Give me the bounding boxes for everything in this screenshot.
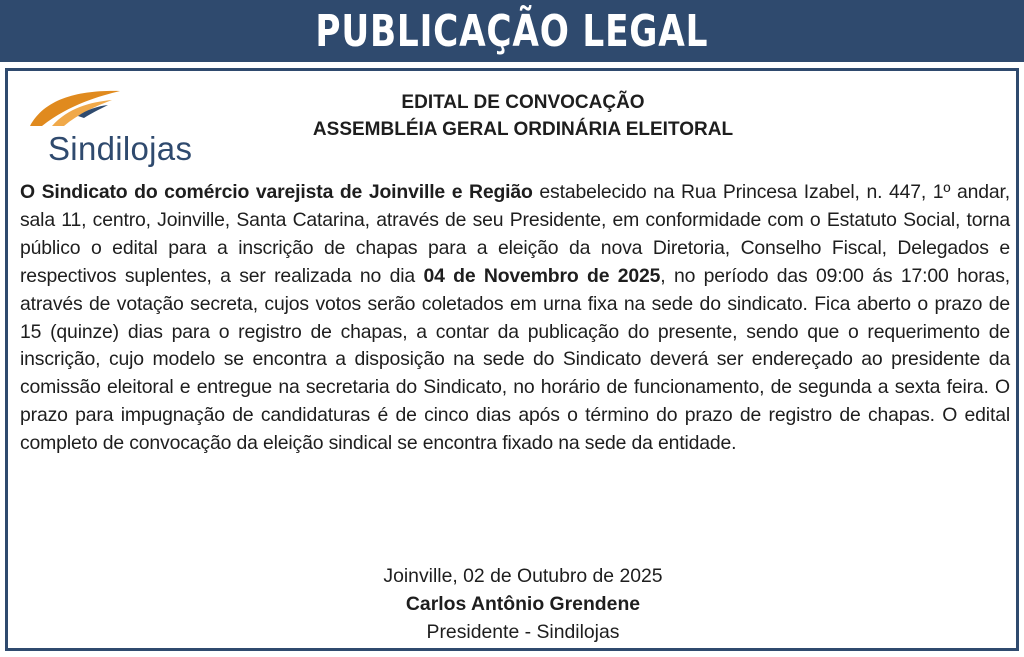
notice-headings	[208, 89, 838, 143]
signer-role: Presidente - Sindilojas	[426, 621, 620, 643]
signer-name: Carlos Antônio Grendene	[405, 593, 641, 615]
header-banner	[0, 0, 1024, 62]
body-part-1: estabelecido na Rua Princesa Izabel, n. 447, 1º andar, sala 11, centro, Joinville, Santa Catarina, através de seu Presidente, em conformidade com o Estatuto Social, torna público o edital para a inscrição de chapas para a eleição da nova Diretoria, Conselho Fiscal, Delegados e respectivos suplentes, a ser realizada no dia	[20, 181, 1010, 287]
sindilojas-logo	[20, 86, 210, 166]
notice-frame	[5, 68, 1019, 651]
election-date: 04 de Novembro de 2025	[423, 264, 661, 287]
notice-body	[20, 179, 1010, 458]
banner-title: PUBLICAÇÃO LEGAL	[315, 5, 709, 57]
logo-wordmark: Sindilojas	[48, 130, 193, 167]
body-part-2: , no período das 09:00 ás 17:00 horas, através de votação secreta, cujos votos serão coletados em urna fixa na sede do sindicato. Fica aberto o prazo de 15 (quinze) dias para o registro de chapas, a contar da publicação do presente, sendo que o requerimento de inscrição, cujo modelo se encontra a disposição na sede do Sindicato deverá ser endereçado ao presidente da comissão eleitoral e entregue na secretaria do Sindicato, no horário de funcionamento, de segunda a sexta feira. O prazo para impugnação de candidaturas é de cinco dias após o término do prazo de registro de chapas. O edital completo de convocação da eleição sindical se encontra fixado na sede da entidade.	[20, 264, 1011, 455]
entity-name: O Sindicato do comércio varejista de Joinville e Região	[20, 181, 533, 203]
heading-line-1: EDITAL DE CONVOCAÇÃO	[401, 92, 645, 113]
swoosh-icon	[20, 86, 210, 136]
place-date: Joinville, 02 de Outubro de 2025	[383, 565, 663, 587]
signature-block	[208, 562, 838, 646]
heading-line-2: ASSEMBLÉIA GERAL ORDINÁRIA ELEITORAL	[312, 119, 734, 140]
